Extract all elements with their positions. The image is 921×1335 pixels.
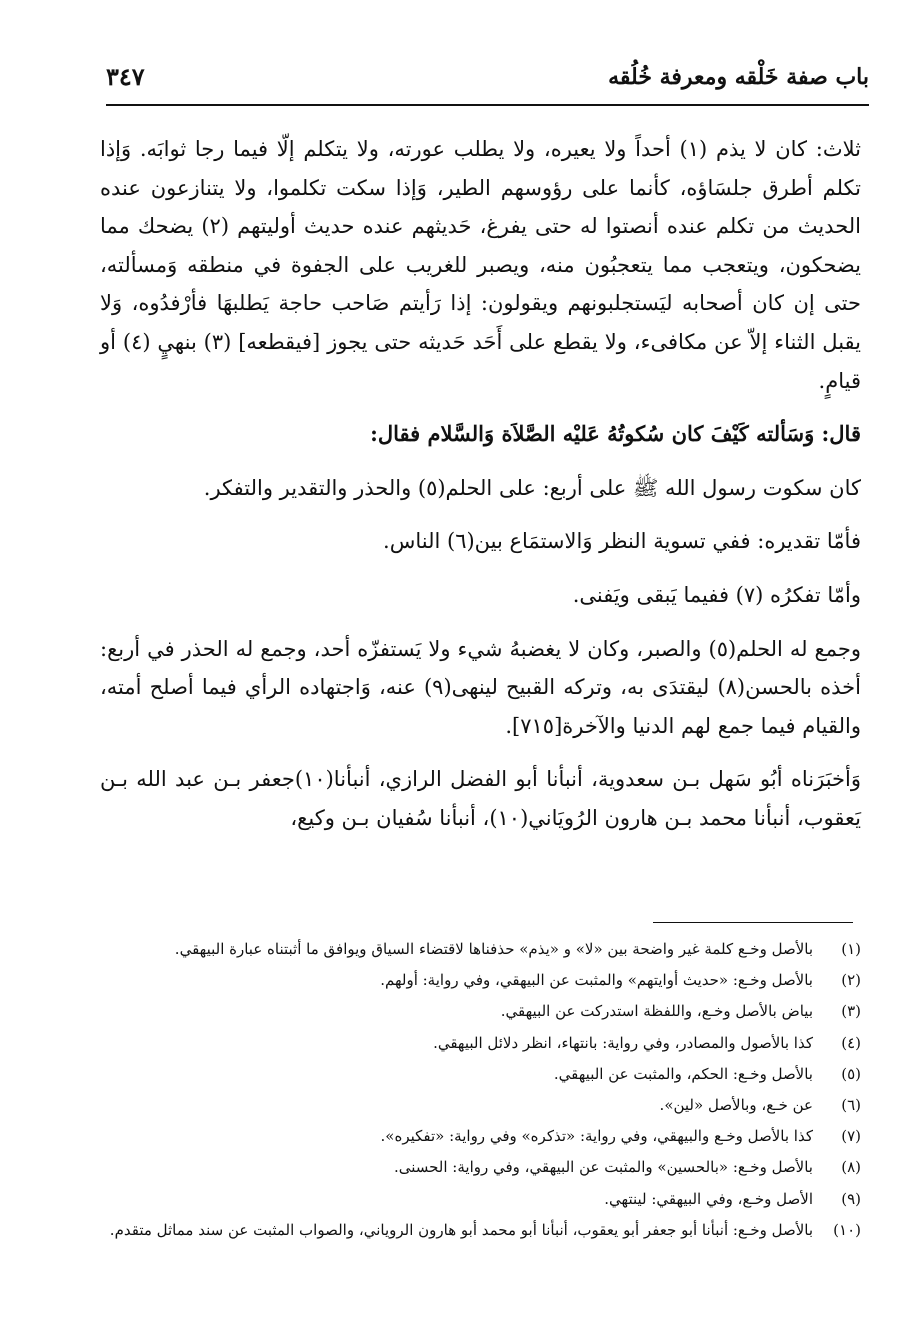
- footnote-text: عن خـع، وبالأصل «لين».: [659, 1096, 813, 1115]
- footnote-text: كذا بالأصل وخـع والبيهقي، وفي رواية: «تذكره» وفي رواية: «تفكيره».: [380, 1127, 813, 1146]
- footnote: [104, 1184, 861, 1215]
- footnote-number: (٦): [841, 1096, 861, 1115]
- footnote-text: بالأصل وخـع: «بالحسين» والمثبت عن البيهقي، وفي رواية: الحسنى.: [393, 1158, 813, 1177]
- footnote: [104, 1152, 861, 1183]
- paragraph-2: قال: وَسَألته كَيْفَ كان سُكوتُهُ عَليْه الصَّلاَة وَالسَّلام فقال:: [370, 421, 861, 447]
- footnote: [104, 965, 861, 996]
- footnote-number: (٣): [841, 1002, 861, 1021]
- footnote-text: بالأصل وخـع كلمة غير واضحة بين «لا» و «يذم» حذفناها لاقتضاء السياق ويوافق ما أثبتناه عبارة البيهقي.: [174, 940, 813, 958]
- footnote-divider: [653, 922, 853, 923]
- footnote-number: (٧): [841, 1127, 861, 1146]
- footnote-text: بالأصل وخـع: الحكم، والمثبت عن البيهقي.: [553, 1064, 813, 1083]
- footnote-text: الأصل وخـع، وفي البيهقي: لينتهي.: [604, 1189, 813, 1208]
- footnote-number: (١٠): [833, 1220, 861, 1239]
- paragraph-4: فأمّا تقديره: ففي تسوية النظر وَالاستمَاع بين(٦) الناس.: [383, 529, 861, 554]
- paragraph-3: كان سكوت رسول الله ﷺ على أربع: على الحلم(٥) والحذر والتقدير والتفكر.: [203, 475, 861, 500]
- footnote: [104, 1059, 861, 1090]
- footnote: [104, 1090, 861, 1121]
- chapter-title: باب صفة خَلْقه ومعرفة خُلُقه: [608, 64, 869, 90]
- footnote-text: كذا بالأصول والمصادر، وفي رواية: بانتهاء، انظر دلائل البيهقي.: [433, 1033, 813, 1052]
- footnote: [104, 934, 861, 965]
- footnotes: [104, 934, 861, 1246]
- page-number: ٣٤٧: [106, 62, 145, 91]
- footnote-text: بالأصل وخـع: أنبأنا أبو جعفر أبو يعقوب، أنبأنا أبو محمد أبو هارون الروياني، والصواب المثبت عن سند مماثل متقدم.: [109, 1220, 813, 1239]
- footnote-number: (٥): [841, 1064, 861, 1083]
- footnote-number: (٢): [841, 971, 861, 990]
- paragraph-1: ثلاث: كان لا يذم (١) أحداً ولا يعيره، ولا يطلب عورته، ولا يتكلم إلّا فيما رجا ثوابَه. وَإذا تكلم أطرق جلسَاؤه، كأنما على رؤوسهم الطير، وَإذا سكت تكلموا، ولا يتنازعون عنده الحديث من تكلم عنده أنصتوا له حتى يفرغ، حَديثهم عنده حديث أوليتهم (٢) يضحك مما يضحكون، ويتعجب مما يتعجبُون منه، ويصبر للغريب على الجفوة في منطقه وَمسألته، حتى إن كان أصحابه ليَستجلبونهم ويقولون: إذا رَأيتم صَاحب حاجة يَطلبهَا فأرْفدُوه، وَلا يقبل الثناء إلاّ عن مكافىء، ولا يقطع على أَحَد حَديثه حتى يجوز [فيقطعه] (٣) بنهيٍ (٤) أو قيامٍ.: [100, 137, 861, 393]
- footnote-number: (٨): [841, 1158, 861, 1177]
- running-header: [106, 62, 869, 106]
- paragraph-7: وَأخبَرَناه أبُو سَهل بـن سعدوية، أنبأنا أبو الفضل الرازي، أنبأنا(١٠)جعفر بـن عبد الله بـن يَعقوب، أنبأنا محمد بـن هارون الرُويَاني(١٠)، أنبأنا سُفيان بـن وكيع،: [100, 767, 861, 830]
- footnote-number: (٤): [841, 1033, 861, 1052]
- footnote: [104, 1028, 861, 1059]
- footnote-number: (١): [841, 940, 861, 958]
- main-text: [100, 130, 861, 838]
- footnote: [104, 996, 861, 1027]
- footnote-text: بياض بالأصل وخـع، واللفظة استدركت عن البيهقي.: [500, 1002, 813, 1021]
- paragraph-5: وأمّا تفكرُه (٧) ففيما يَبقى ويَفنى.: [572, 582, 861, 607]
- footnote: [104, 1121, 861, 1152]
- footnote: [104, 1215, 861, 1246]
- footnote-number: (٩): [841, 1189, 861, 1208]
- paragraph-6: وجمع له الحلم(٥) والصبر، وكان لا يغضبهُ شيء ولا يَستفزّه أحد، وجمع له الحذر في أربع: أخذه بالحسن(٨) ليقتدَى به، وتركه القبيح لينهى(٩) عنه، وَاجتهاده الرأي فيما أصلح أمته، والقيام فيما جمع لهم الدنيا والآخرة[٧١٥].: [100, 636, 861, 738]
- footnote-text: بالأصل وخـع: «حديث أوايتهم» والمثبت عن البيهقي، وفي رواية: أولهم.: [380, 971, 813, 990]
